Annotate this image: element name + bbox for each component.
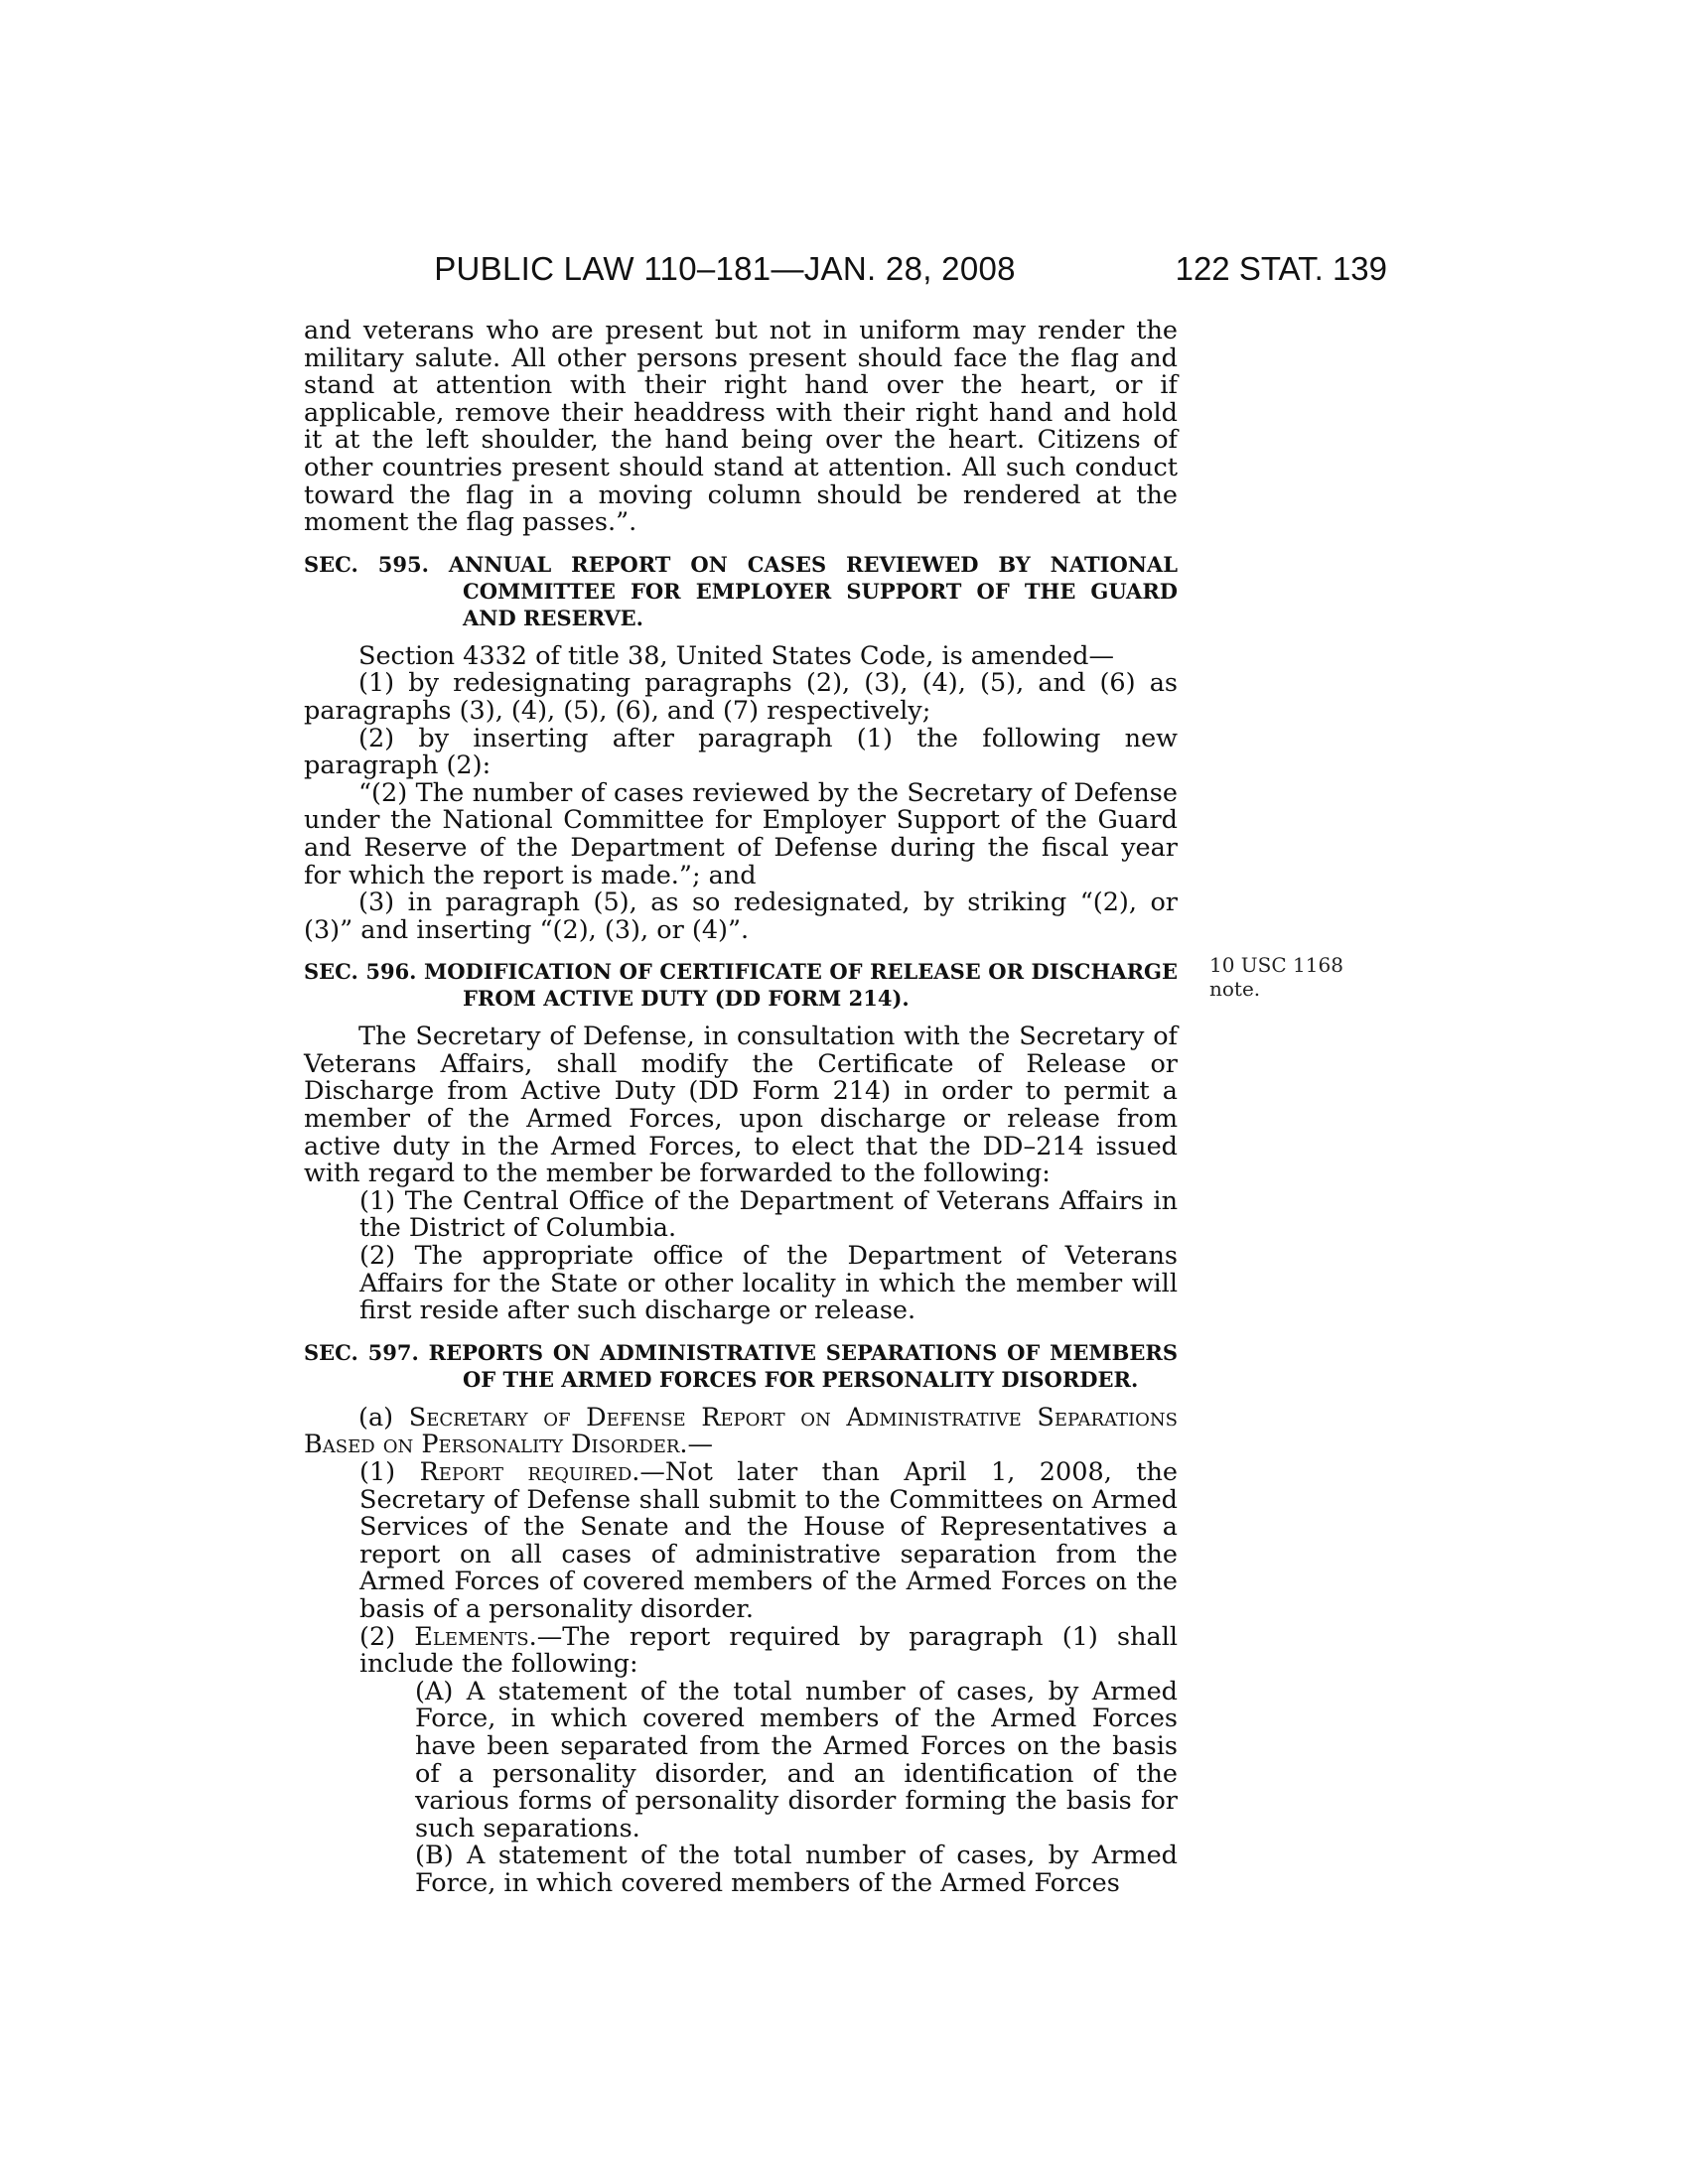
section-597-subparagraph-b: (B) A statement of the total number of cases, by Armed Force, in which covered members of the Armed Forces: [415, 1841, 1178, 1898]
paragraph-1-text: —Not later than April 1, 2008, the Secretary of Defense shall submit to the Committees on Armed Services of the Senate and the House of Representatives a report on all cases of administrative separation from the Armed Forces of covered members of the Armed Forces on the basis of a personality disorder.: [359, 1457, 1178, 1624]
margin-note-line-2: note.: [1209, 977, 1261, 1001]
paragraph-2-label: (2): [359, 1621, 415, 1652]
section-597-subsection-a: [304, 1402, 1178, 1460]
margin-note-line-1: 10 USC 1168: [1209, 953, 1343, 977]
section-595-heading: SEC. 595. ANNUAL REPORT ON CASES REVIEWED BY NATIONAL COMMITTEE FOR EMPLOYER SUPPORT OF THE GUARD AND RESERVE.: [304, 551, 1178, 630]
margin-note-citation: [1209, 953, 1348, 1001]
section-596-paragraph-2: (2) The appropriate office of the Department of Veterans Affairs for the State or other locality in which the member will first reside after such discharge or release.: [359, 1241, 1178, 1326]
section-597-heading: SEC. 597. REPORTS ON ADMINISTRATIVE SEPARATIONS OF MEMBERS OF THE ARMED FORCES FOR PERSONALITY DISORDER.: [304, 1339, 1178, 1392]
subsection-a-label: (a): [358, 1402, 409, 1433]
section-595-paragraph-3: (3) in paragraph (5), as so redesignated, by striking “(2), or (3)” and inserting “(2), (3), or (4)”.: [304, 887, 1178, 945]
paragraph-1-heading: Report required.: [419, 1457, 640, 1487]
section-596-heading: SEC. 596. MODIFICATION OF CERTIFICATE OF RELEASE OR DISCHARGE FROM ACTIVE DUTY (DD FORM 214).: [304, 959, 1178, 1012]
subsection-a-dash: —: [687, 1430, 714, 1460]
section-597-subparagraph-a: (A) A statement of the total number of cases, by Armed Force, in which covered members of the Armed Forces have been separated from the Armed Forces on the basis of a personality disorder, and an identification of the various forms of personality disorder forming the basis for such separations.: [415, 1676, 1178, 1843]
subsection-a-heading: Secretary of Defense Report on Administrative Separations Based on Personality Disorder.: [304, 1402, 1178, 1460]
page-header-title: PUBLIC LAW 110–181—JAN. 28, 2008: [434, 250, 1016, 287]
paragraph-1-label: (1): [359, 1457, 420, 1487]
section-597-paragraph-1: [304, 1459, 1178, 1624]
document-body: [304, 318, 1178, 1898]
section-595-quoted-paragraph: “(2) The number of cases reviewed by the Secretary of Defense under the National Committee for Employer Support of the Guard and Reserve of the Department of Defense during the fiscal year for which the report is made.”; and: [304, 777, 1178, 890]
section-596-intro: The Secretary of Defense, in consultation with the Secretary of Veterans Affairs, shall modify the Certificate of Release or Discharge from Active Duty (DD Form 214) in order to permit a member of the Armed Forces, upon discharge or release from active duty in the Armed Forces, to elect that the DD–214 issued with regard to the member be forwarded to the following:: [304, 1022, 1178, 1189]
paragraph-2-heading: Elements.: [414, 1621, 537, 1652]
section-595-paragraph-2: (2) by inserting after paragraph (1) the following new paragraph (2):: [304, 723, 1178, 781]
section-597-paragraph-2: [304, 1621, 1179, 1680]
paragraph-2-text: —The report required by paragraph (1) shall include the following:: [359, 1621, 1179, 1680]
section-595-paragraph-1: (1) by redesignating paragraphs (2), (3), (4), (5), and (6) as paragraphs (3), (4), (5), (6), and (7) respectively;: [304, 668, 1178, 726]
section-595-intro: Section 4332 of title 38, United States Code, is amended—: [358, 640, 1114, 671]
section-596-paragraph-1: (1) The Central Office of the Department of Veterans Affairs in the District of Columbia.: [359, 1185, 1178, 1244]
page-number: 122 STAT. 139: [1175, 250, 1387, 287]
continuation-paragraph: and veterans who are present but not in uniform may render the military salute. All other persons present should face the flag and stand at attention with their right hand over the heart, or if applicable, remove their headdress with their right hand and hold it at the left shoulder, the hand being over the heart. Citizens of other countries present should stand at attention. All such conduct toward the flag in a moving column should be rendered at the moment the flag passes.”.: [304, 316, 1178, 538]
